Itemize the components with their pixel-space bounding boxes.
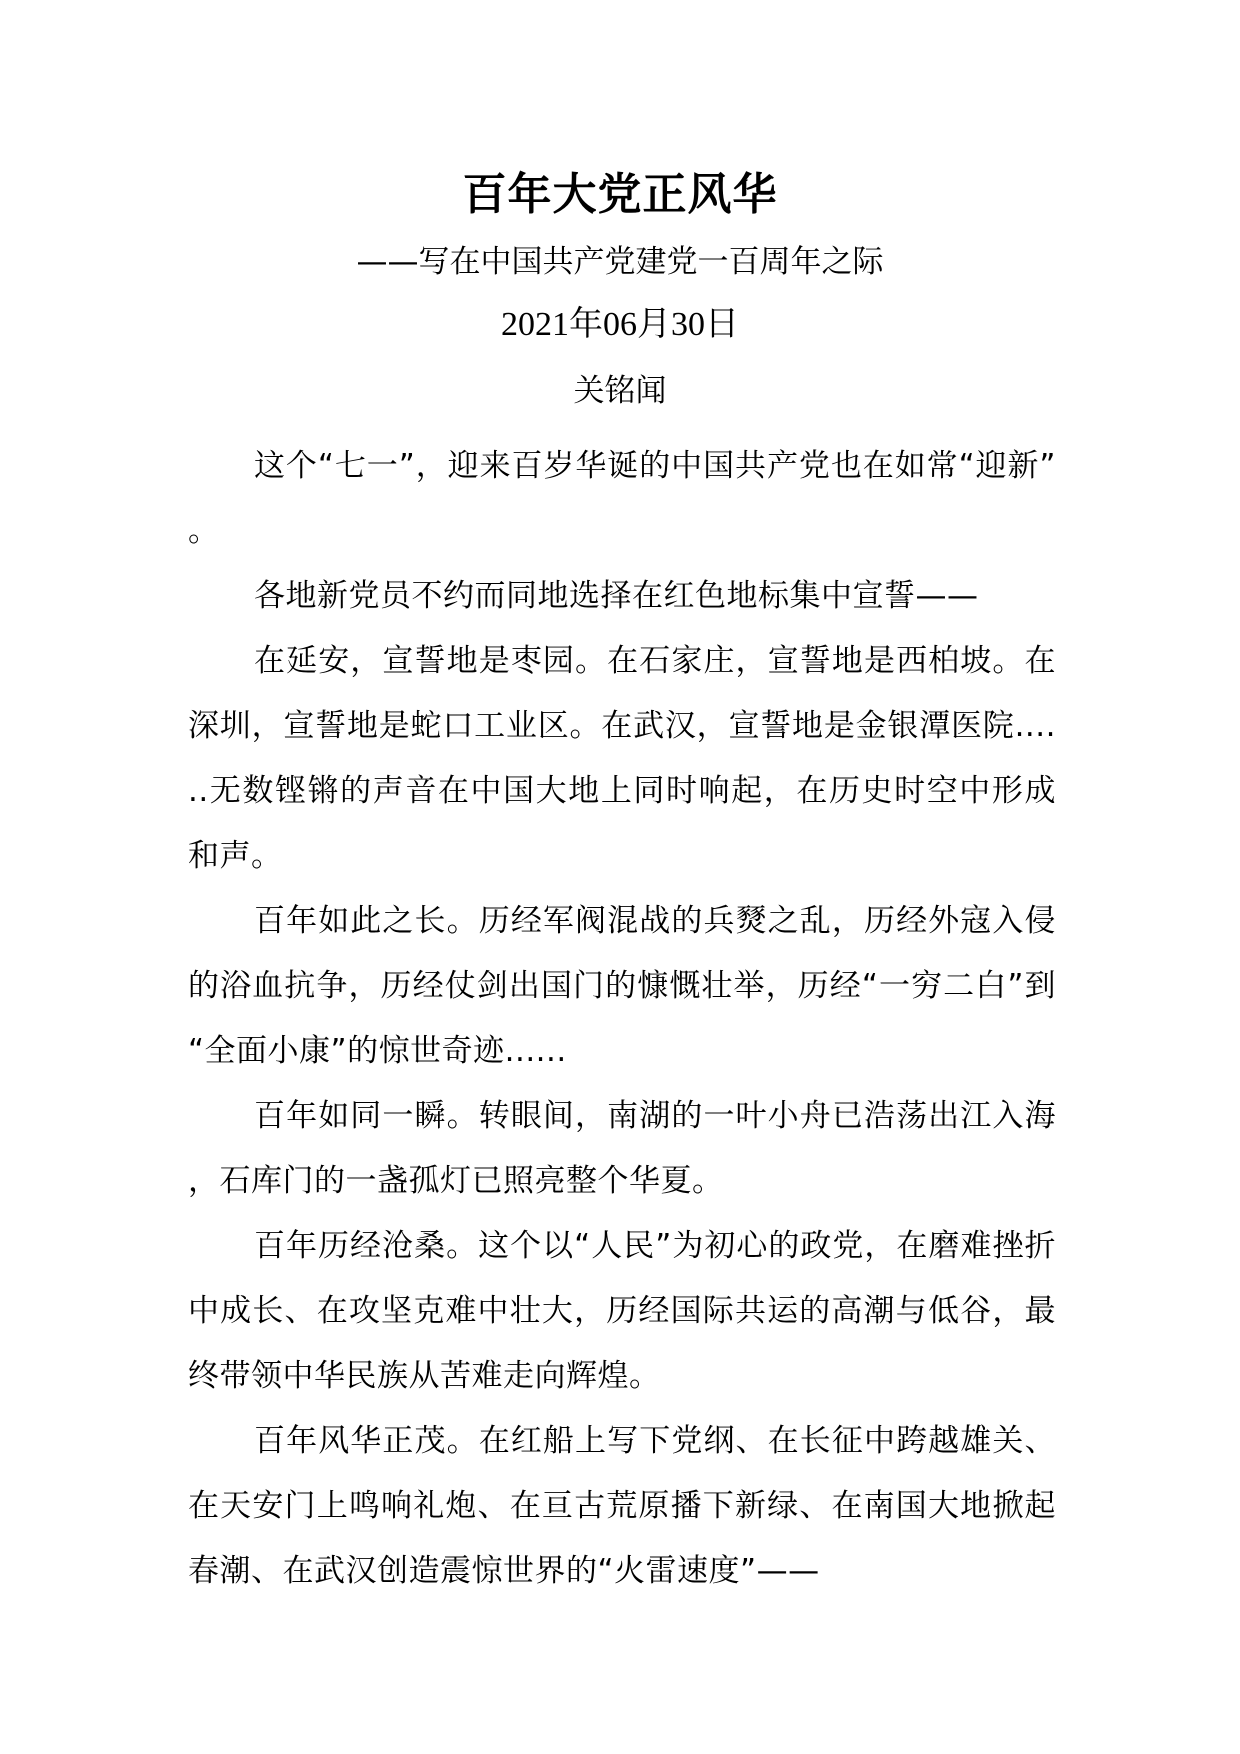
article-subtitle: ——写在中国共产党建党一百周年之际	[356, 244, 884, 280]
article-author: 关铭闻	[573, 373, 667, 409]
article-body	[188, 434, 1056, 1604]
paragraph: 百年风华正茂。在红船上写下党纲、在长征中跨越雄关、在天安门上鸣响礼炮、在亘古荒原播下新绿、在南国大地掀起春潮、在武汉创造震惊世界的“火雷速度”——	[188, 1423, 1056, 1589]
paragraph: 在延安，宣誓地是枣园。在石家庄，宣誓地是西柏坡。在深圳，宣誓地是蛇口工业区。在武汉，宣誓地是金银潭医院......无数铿锵的声音在中国大地上同时响起，在历史时空中形成和声。	[188, 643, 1056, 874]
article-date: 2021年06月30日	[501, 306, 739, 343]
paragraph: 百年如此之长。历经军阀混战的兵燹之乱，历经外寇入侵的浴血抗争，历经仗剑出国门的慷慨壮举，历经“一穷二白”到“全面小康”的惊世奇迹......	[188, 903, 1056, 1069]
paragraph: 百年如同一瞬。转眼间，南湖的一叶小舟已浩荡出江入海，石库门的一盏孤灯已照亮整个华夏。	[188, 1098, 1056, 1199]
paragraph: 这个“七一”，迎来百岁华诞的中国共产党也在如常“迎新”。	[188, 448, 1056, 549]
paragraph: 各地新党员不约而同地选择在红色地标集中宣誓——	[254, 578, 979, 614]
paragraph: 百年历经沧桑。这个以“人民”为初心的政党，在磨难挫折中成长、在攻坚克难中壮大，历经国际共运的高潮与低谷，最终带领中华民族从苦难走向辉煌。	[188, 1228, 1056, 1394]
article-title: 百年大党正风华	[462, 169, 778, 220]
